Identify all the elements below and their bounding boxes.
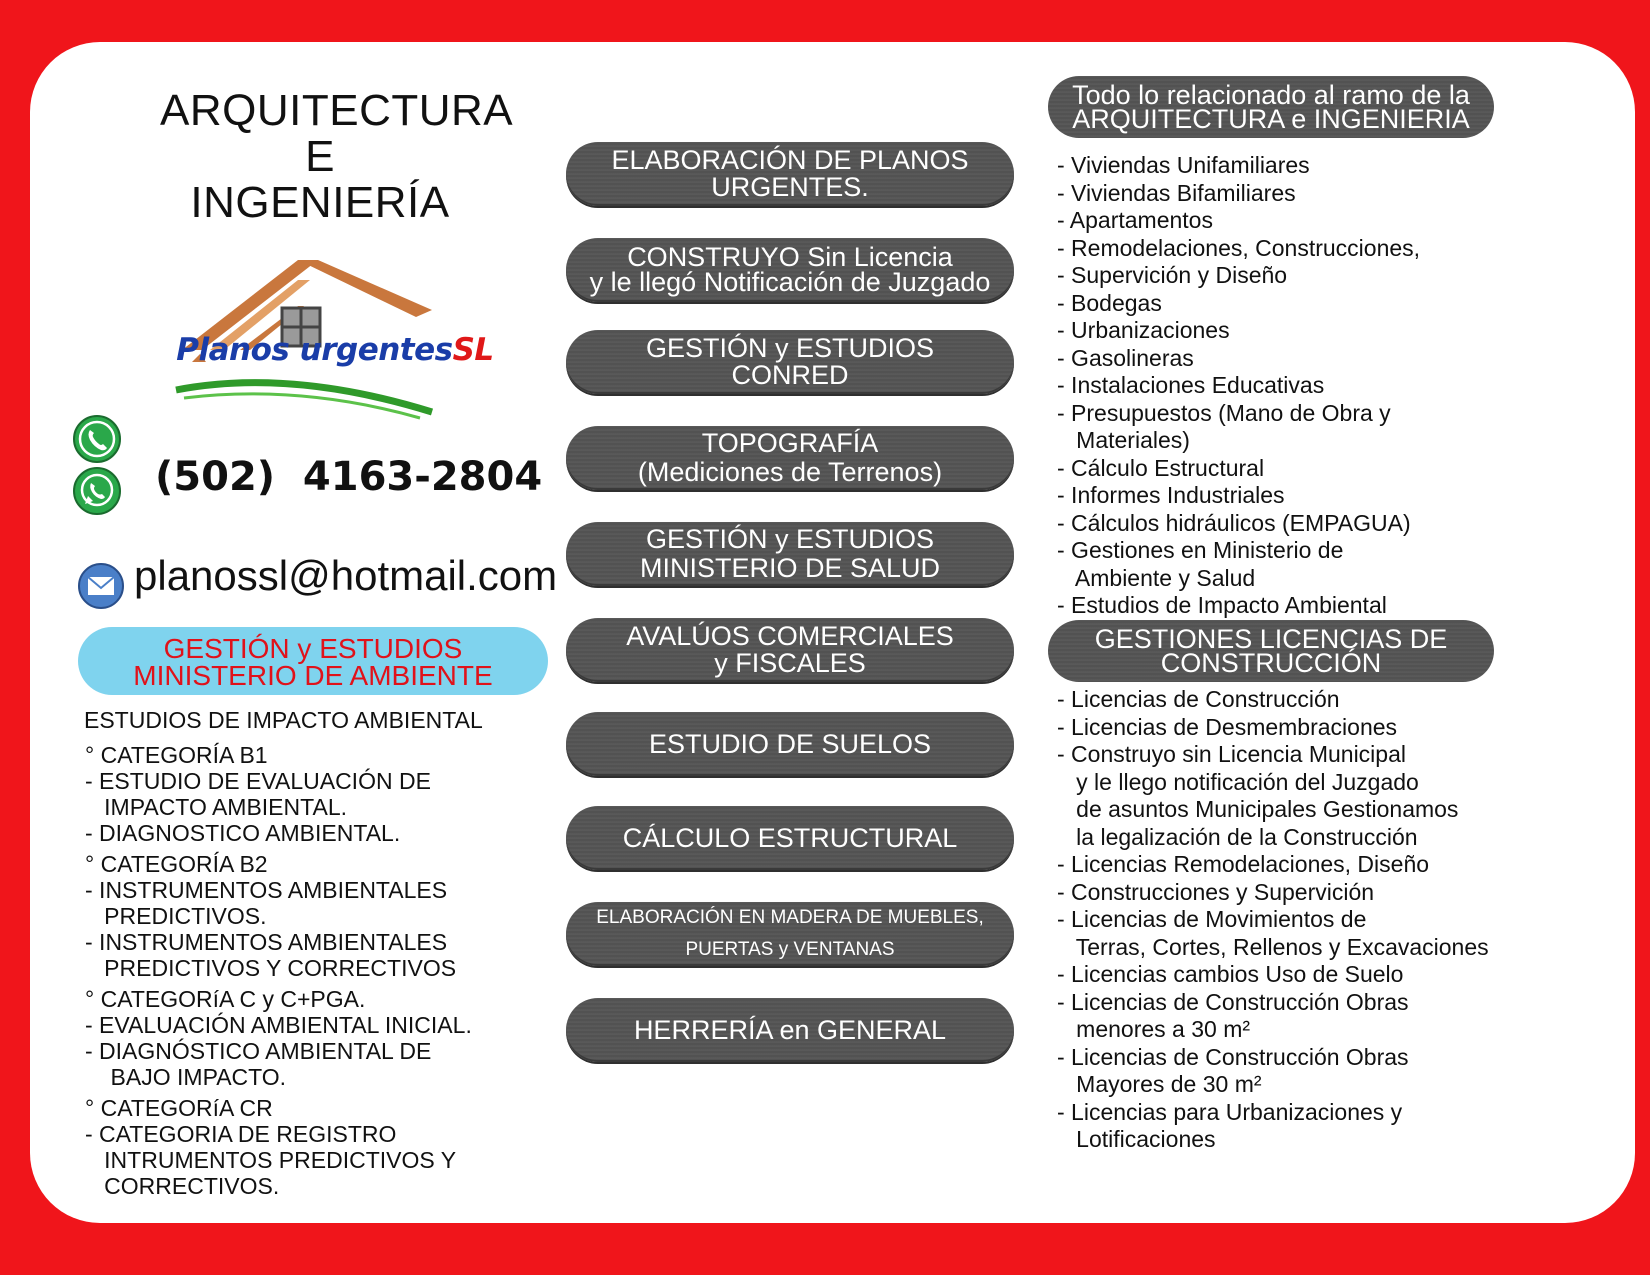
service-salud (566, 522, 1014, 586)
ambiente-badge-line-2: MINISTERIO DE AMBIENTE (133, 660, 493, 691)
list-item: - Estudios de Impacto Ambiental (1057, 592, 1387, 618)
list-item: - Gestiones en Ministerio de (1057, 537, 1344, 563)
list-item: - Supervición y Diseño (1057, 262, 1288, 288)
title-line-1: ARQUITECTURA (160, 86, 514, 135)
list-item: INTRUMENTOS PREDICTIVOS Y (85, 1147, 457, 1173)
list-item: ° CATEGORíA C y C+PGA. (85, 986, 366, 1012)
list-item: - DIAGNÓSTICO AMBIENTAL DE (85, 1038, 432, 1064)
service-avaluos (566, 618, 1014, 682)
list-item: - Licencias de Desmembraciones (1057, 713, 1398, 740)
arq-heading-line-2: ARQUITECTURA e INGENIERIA (1072, 104, 1470, 134)
list-item: PREDICTIVOS. (85, 903, 267, 929)
list-item: - ESTUDIO DE EVALUACIÓN DE (85, 768, 431, 794)
list-item: - Licencias de Movimientos de (1057, 906, 1367, 932)
list-item: - Licencias cambios Uso de Suelo (1057, 961, 1404, 987)
list-item: - Construyo sin Licencia Municipal (1057, 741, 1406, 767)
list-item: - Construcciones y Supervición (1057, 878, 1375, 905)
list-item: - Licencias de Construcción Obras (1057, 988, 1409, 1015)
list-item: - Cálculo Estructural (1057, 454, 1265, 481)
list-item: - DIAGNOSTICO AMBIENTAL. (85, 820, 401, 846)
list-item: - Viviendas Unifamiliares (1057, 152, 1310, 178)
list-item: - Apartamentos (1057, 207, 1213, 233)
list-item: la legalización de la Construcción (1057, 823, 1418, 850)
service-line: CONSTRUYO Sin Licencia (627, 242, 953, 272)
list-item: - Presupuestos (Mano de Obra y (1057, 399, 1391, 426)
ambiente-badge (78, 627, 548, 695)
service-line: ESTUDIO DE SUELOS (648, 728, 932, 759)
list-item: - Remodelaciones, Construcciones, (1057, 234, 1421, 261)
email-address: planossl@hotmail.com (134, 552, 558, 599)
service-topografia (566, 426, 1014, 490)
list-item: - Licencias para Urbanizaciones y (1057, 1098, 1403, 1125)
list-item: CORRECTIVOS. (85, 1173, 280, 1199)
list-item: - CATEGORIA DE REGISTRO (85, 1121, 397, 1147)
list-item: - Licencias de Construcción (1057, 686, 1340, 712)
title-line-2: E (305, 132, 335, 181)
list-item: Mayores de 30 m² (1057, 1071, 1262, 1097)
service-line: URGENTES. (711, 172, 869, 202)
env-heading: ESTUDIOS DE IMPACTO AMBIENTAL (84, 707, 483, 733)
licencias-heading-pill (1048, 620, 1494, 682)
list-item: Lotificaciones (1057, 1126, 1216, 1152)
list-item: ° CATEGORÍA B2 (85, 851, 268, 877)
list-item: - Cálculos hidráulicos (EMPAGUA) (1057, 509, 1411, 536)
service-line: AVALÚOS COMERCIALES (626, 621, 954, 651)
list-item: - EVALUACIÓN AMBIENTAL INICIAL. (85, 1012, 472, 1038)
service-sin-licencia (566, 238, 1014, 302)
service-herreria (566, 998, 1014, 1062)
company-title (160, 86, 514, 227)
list-item: - Informes Industriales (1057, 482, 1285, 508)
service-line: y le llegó Notificación de Juzgado (589, 267, 991, 297)
licencias-heading-line-2: CONSTRUCCIÓN (1160, 648, 1382, 678)
service-line: CONRED (731, 360, 849, 390)
service-line: GESTIÓN y ESTUDIOS (645, 333, 935, 363)
list-item: - Urbanizaciones (1057, 317, 1230, 343)
licencias-list (1057, 686, 1527, 1154)
arq-list (1057, 152, 1527, 620)
phone-number: (502) 4163-2804 (155, 454, 543, 500)
service-conred (566, 330, 1014, 394)
service-line: TOPOGRAFÍA (701, 428, 879, 458)
list-item: menores a 30 m² (1057, 1016, 1251, 1042)
service-line: ELABORACIÓN EN MADERA DE MUEBLES, (596, 907, 984, 928)
service-line: CÁLCULO ESTRUCTURAL (622, 822, 958, 853)
list-item: y le llego notificación del Juzgado (1057, 768, 1419, 795)
list-item: - Licencias de Construcción Obras (1057, 1043, 1409, 1070)
whatsapp-icon (72, 466, 122, 516)
licencias-heading-line-1: GESTIONES LICENCIAS DE (1094, 624, 1448, 654)
ambiente-badge-line-1: GESTIÓN y ESTUDIOS (163, 633, 463, 664)
list-item: - Viviendas Bifamiliares (1057, 179, 1296, 206)
list-item: - Instalaciones Educativas (1057, 372, 1325, 398)
list-item: ° CATEGORÍA B1 (85, 742, 268, 768)
service-suelos (566, 712, 1014, 776)
list-item: BAJO IMPACTO. (85, 1064, 287, 1090)
email-icon (77, 562, 125, 610)
brand-name (175, 332, 495, 368)
list-item: IMPACTO AMBIENTAL. (85, 794, 347, 820)
arq-heading-line-1: Todo lo relacionado al ramo de la (1072, 80, 1470, 110)
phone-icon (72, 414, 122, 464)
list-item: ° CATEGORíA CR (85, 1095, 273, 1121)
flyer-card (30, 42, 1635, 1223)
service-line: HERRERÍA en GENERAL (633, 1014, 947, 1045)
env-list (85, 742, 555, 1199)
title-line-3: INGENIERÍA (190, 178, 450, 227)
service-madera (566, 902, 1014, 966)
service-line: GESTIÓN y ESTUDIOS (645, 524, 935, 554)
service-line: (Mediciones de Terrenos) (637, 457, 943, 487)
service-planos-urgentes (566, 142, 1014, 206)
list-item: - Gasolineras (1057, 344, 1194, 371)
service-line: PUERTAS y VENTANAS (685, 939, 895, 960)
arq-heading-pill (1048, 76, 1494, 138)
brand-name-part1: Planos urgentes (176, 332, 453, 368)
list-item: Terras, Cortes, Rellenos y Excavaciones (1057, 933, 1489, 960)
service-calculo (566, 806, 1014, 870)
list-item: de asuntos Municipales Gestionamos (1057, 796, 1459, 822)
list-item: PREDICTIVOS Y CORRECTIVOS (85, 955, 457, 981)
service-line: ELABORACIÓN DE PLANOS (611, 145, 969, 175)
list-item: - INSTRUMENTOS AMBIENTALES (85, 929, 448, 955)
service-line: y FISCALES (714, 648, 866, 678)
list-item: Ambiente y Salud (1057, 564, 1256, 591)
list-item: - Bodegas (1057, 289, 1162, 316)
brand-name-part2: SL (452, 332, 494, 368)
list-item: Materiales) (1057, 427, 1190, 453)
service-line: MINISTERIO DE SALUD (639, 553, 941, 583)
list-item: - INSTRUMENTOS AMBIENTALES (85, 877, 448, 903)
list-item: - Licencias Remodelaciones, Diseño (1057, 851, 1430, 877)
